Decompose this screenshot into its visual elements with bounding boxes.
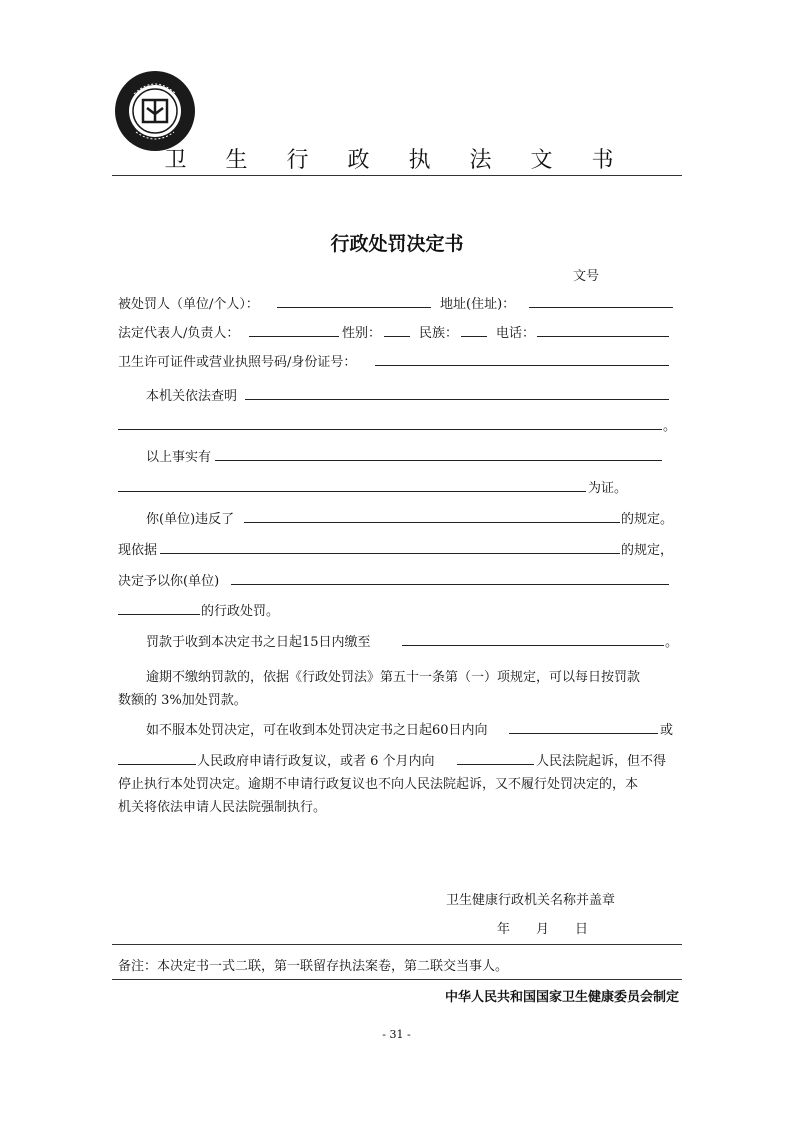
appeal-line-2b: 人民法院起诉，但不得 (536, 754, 667, 769)
evidence-field-2[interactable] (118, 491, 586, 492)
party-label: 被处罚人（单位/个人）： (118, 297, 259, 312)
overdue-line-1: 逾期不缴纳罚款的，依据《行政处罚法》第五十一条第（一）项规定，可以每日按罚款 (146, 670, 641, 685)
violated-suffix: 的规定。 (621, 512, 674, 527)
fine-field[interactable] (402, 645, 664, 646)
party-field[interactable] (277, 307, 431, 308)
appeal-line-3: 停止执行本处罚决定。逾期不申请行政复议也不向人民法院起诉，又不履行处罚决定的，本 (118, 777, 639, 792)
appeal-review-field[interactable] (509, 733, 658, 734)
phone-label: 电话： (496, 326, 536, 341)
ethnicity-label: 民族： (419, 326, 459, 341)
evidence-field-1[interactable] (215, 460, 662, 461)
evidence-label: 以上事实有 (146, 450, 212, 465)
basis-field[interactable] (160, 553, 620, 554)
overdue-line-2: 数额的 3%加处罚款。 (118, 693, 247, 708)
appeal-line-4: 机关将依法申请人民法院强制执行。 (118, 800, 327, 815)
page-number: - 31 - (382, 1028, 411, 1041)
appeal-line-1: 如不服本处罚决定，可在收到本处罚决定书之日起60日内向 (146, 723, 488, 738)
evidence-end: 为证。 (588, 481, 628, 496)
note-text: 备注：本决定书一式二联，第一联留存执法案卷，第二联交当事人。 (118, 959, 509, 974)
found-field-2[interactable] (118, 429, 662, 430)
appeal-line-2a: 人民政府申请行政复议，或者 6 个月内向 (197, 754, 435, 769)
fine-end: 。 (665, 635, 679, 650)
decision-field-2[interactable] (118, 614, 200, 615)
found-end: 。 (663, 419, 677, 434)
date-label: 年 月 日 (497, 922, 589, 937)
note-top-divider (112, 944, 682, 945)
basis-suffix: 的规定， (621, 543, 674, 558)
health-inspection-emblem-icon (114, 70, 196, 152)
decision-prefix: 决定予以你(单位) (118, 574, 220, 589)
basis-prefix: 现依据 (118, 543, 158, 558)
license-field[interactable] (375, 365, 669, 366)
appeal-government-field[interactable] (118, 764, 196, 765)
violated-prefix: 你(单位)违反了 (146, 512, 235, 527)
header-title: 卫 生 行 政 执 法 文 书 (164, 148, 630, 173)
found-label: 本机关依法查明 (146, 389, 238, 404)
phone-field[interactable] (537, 336, 669, 337)
ethnicity-field[interactable] (461, 336, 487, 337)
document-title: 行政处罚决定书 (330, 233, 464, 255)
legal-rep-label: 法定代表人/负责人： (118, 326, 240, 341)
note-bottom-divider (112, 979, 682, 980)
decision-suffix: 的行政处罚。 (201, 604, 280, 619)
legal-rep-field[interactable] (249, 336, 339, 337)
license-label: 卫生许可证件或营业执照号码/身份证号： (118, 355, 357, 370)
gender-field[interactable] (384, 336, 410, 337)
signature-label: 卫生健康行政机关名称并盖章 (446, 893, 616, 908)
violated-field[interactable] (244, 522, 620, 523)
doc-number-label: 文号 (573, 269, 600, 284)
address-field[interactable] (529, 307, 673, 308)
footer-organization: 中华人民共和国国家卫生健康委员会制定 (444, 990, 679, 1005)
header-divider (112, 175, 682, 176)
decision-field-1[interactable] (231, 584, 669, 585)
address-label: 地址(住址)： (440, 297, 516, 312)
found-field-1[interactable] (245, 399, 669, 400)
fine-text: 罚款于收到本决定书之日起15日内缴至 (146, 635, 371, 650)
gender-label: 性别： (342, 326, 382, 341)
appeal-or: 或 (660, 723, 674, 738)
appeal-court-field[interactable] (457, 764, 534, 765)
